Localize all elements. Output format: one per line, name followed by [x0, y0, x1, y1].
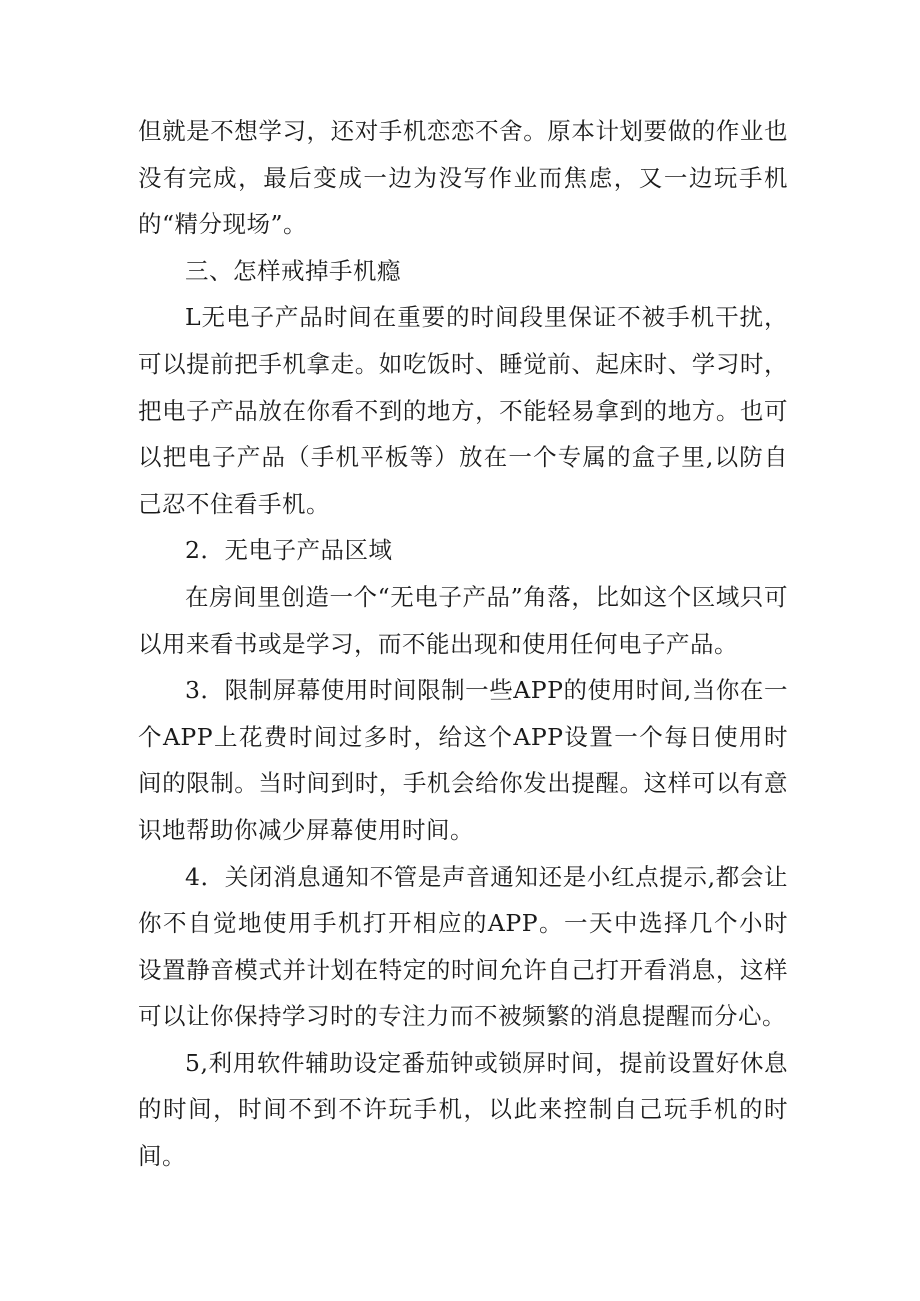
list-item-5: 5,利用软件辅助设定番茄钟或锁屏时间，提前设置好休息的时间，时间不到不许玩手机，以此来控制自己玩手机的时间。 — [138, 1048, 788, 1171]
list-item-2-body: 在房间里创造一个“无电子产品”角落，比如这个区域只可以用来看书或是学习，而不能出现和使用任何电子产品。 — [138, 582, 788, 658]
document-page — [138, 108, 788, 1180]
list-item-1: L无电子产品时间在重要的时间段里保证不被手机干扰，可以提前把手机拿走。如吃饭时、睡觉前、起床时、学习时，把电子产品放在你看不到的地方，不能轻易拿到的地方。也可以把电子产品（手机平板等）放在一个专属的盒子里,以防自己忍不住看手机。 — [138, 303, 788, 518]
paragraph-continuation: 但就是不想学习，还对手机恋恋不舍。原本计划要做的作业也没有完成，最后变成一边为没写作业而焦虑，又一边玩手机的“精分现场”。 — [138, 117, 788, 239]
list-item-3: 3．限制屏幕使用时间限制一些APP的使用时间,当你在一个APP上花费时间过多时，给这个APP设置一个每日使用时间的限制。当时间到时，手机会给你发出提醒。这样可以有意识地帮助你减少屏幕使用时间。 — [138, 676, 788, 844]
list-item-2-title: 2．无电子产品区域 — [185, 536, 393, 565]
section-heading: 三、怎样戒掉手机瘾 — [185, 256, 401, 285]
list-item-4: 4．关闭消息通知不管是声音通知还是小红点提示,都会让你不自觉地使用手机打开相应的APP。一天中选择几个小时设置静音模式并计划在特定的时间允许自己打开看消息，这样可以让你保持学习时的专注力而不被频繁的消息提醒而分心。 — [138, 862, 788, 1031]
